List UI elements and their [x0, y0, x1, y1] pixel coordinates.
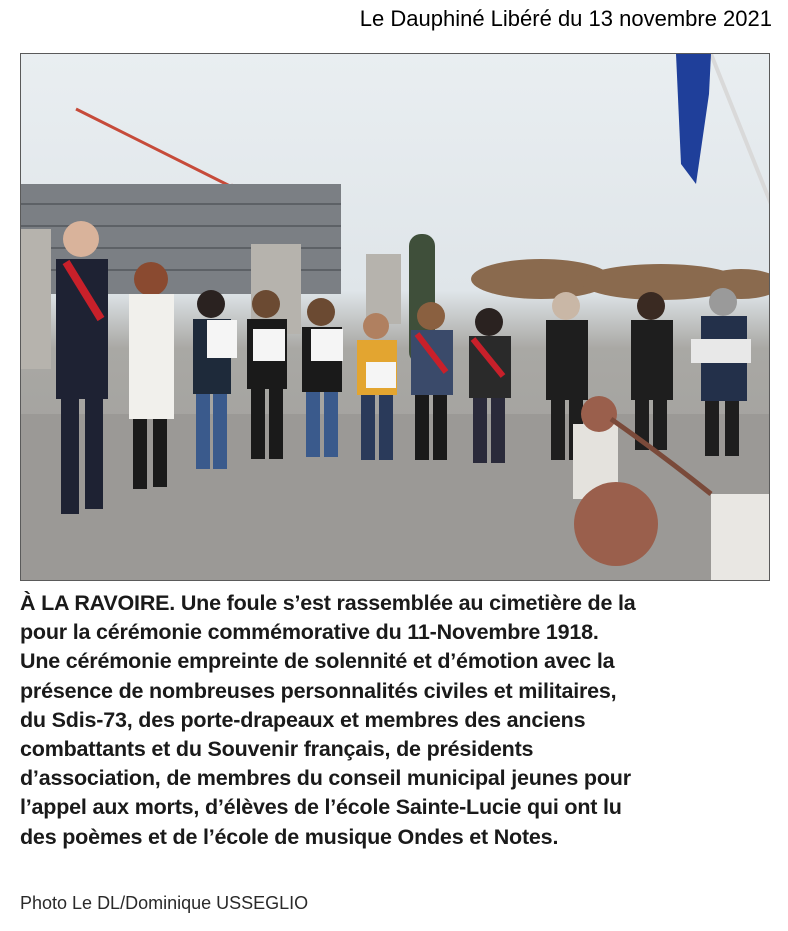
flag-pole — [711, 54, 770, 204]
ceremony-photo — [20, 53, 770, 581]
construction-crane — [76, 109, 236, 194]
caption-line: Une cérémonie empreinte de solennité et d’émotion avec la — [20, 649, 615, 674]
ceremony-photo-illustration — [21, 54, 770, 581]
photo-caption — [20, 589, 770, 852]
caption-line: l’appel aux morts, d’élèves de l’école Sainte-Lucie qui ont lu — [20, 795, 622, 820]
caption-line: pour la cérémonie commémorative du 11-Novembre 1918. — [20, 620, 599, 645]
caption-line: d’association, de membres du conseil municipal jeunes pour — [20, 766, 631, 791]
caption-line: du Sdis-73, des porte-drapeaux et membres des anciens — [20, 707, 586, 732]
eu-flag — [676, 54, 711, 184]
caption-line: présence de nombreuses personnalités civiles et militaires, — [20, 678, 617, 703]
caption-line: des poèmes et de l’école de musique Ondes et Notes. — [20, 824, 559, 849]
caption-line: À LA RAVOIRE. Une foule s’est rassemblée au cimetière de la — [20, 591, 636, 615]
caption-line: combattants et du Souvenir français, de présidents — [20, 737, 534, 762]
photo-credit: Photo Le DL/Dominique USSEGLIO — [20, 893, 309, 913]
publication-source-line: Le Dauphiné Libéré du 13 novembre 2021 — [359, 6, 772, 31]
